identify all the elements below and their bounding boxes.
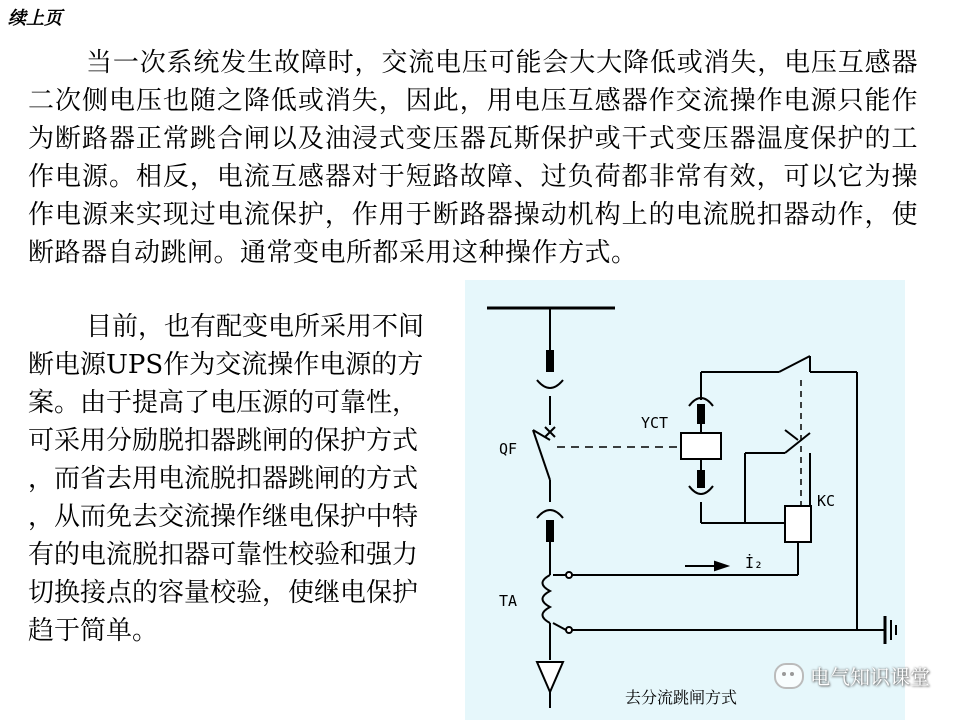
contact-blade	[779, 356, 810, 372]
paragraph-ups-option	[28, 308, 440, 650]
current-transformer-coil	[543, 575, 551, 623]
text-line: 断电源UPS作为交流操作电源的方	[28, 350, 424, 380]
label-ta: TA	[499, 592, 518, 610]
plug-lower	[537, 510, 563, 518]
terminal-bottom	[566, 627, 572, 633]
watermark-text: 电气知识课堂	[810, 665, 930, 689]
trip-circuit-diagram	[465, 280, 905, 720]
relay-kc	[785, 506, 811, 542]
text-line: 目前，也有配变电所采用不间	[86, 312, 425, 342]
text-line: 可采用分励脱扣器跳闸的保护方式	[28, 426, 419, 456]
text-line: 案。由于提高了电压源的可靠性，	[28, 388, 419, 418]
contact-yct-lower	[697, 470, 705, 488]
wechat-icon	[774, 663, 804, 689]
circuit-schematic	[465, 280, 905, 720]
load-arrow	[537, 662, 563, 692]
contact-upper	[546, 350, 554, 372]
diagram-caption: 去分流跳闸方式	[625, 690, 738, 707]
contact-yct-upper	[697, 404, 705, 424]
label-yct: YCT	[641, 414, 669, 432]
label-qf: QF	[499, 440, 518, 458]
paragraph-ac-operating-power: 当一次系统发生故障时，交流电压可能会大大降低或消失，电压互感器二次侧电压也随之降低或消失，因此，用电压互感器作交流操作电源只能作为断路器正常跳合闸以及油浸式变压器瓦斯保护或干式变压器温度保护的工作电源。相反，电流互感器对于短路故障、过负荷都非常有效，可以它为操作电源来实现过电流保护，作用于断路器操动机构上的电流脱扣器动作，使断路器自动跳闸。通常变电所都采用这种操作方式。	[28, 48, 918, 268]
label-kc: KC	[817, 492, 836, 510]
watermark	[774, 661, 930, 690]
terminal-top	[566, 572, 572, 578]
current-arrowhead	[715, 562, 727, 570]
text-line: ，从而免去交流操作继电保护中特	[28, 502, 419, 532]
contact-stop	[785, 430, 798, 440]
plug-upper	[537, 380, 563, 388]
text-line: 趋于简单。	[28, 616, 159, 646]
contact-blade	[785, 433, 810, 453]
contact-lower	[546, 520, 554, 542]
text-line: ，而省去用电流脱扣器跳闸的方式	[28, 464, 419, 494]
label-current: İ₂	[745, 554, 764, 572]
text-line: 有的电流脱扣器可靠性校验和强力	[28, 540, 419, 570]
text-line: 切换接点的容量校验，使继电保护	[28, 578, 419, 608]
trip-coil-yct	[681, 433, 721, 459]
secondary-wire	[553, 623, 566, 630]
continued-label: 续上页	[8, 8, 62, 29]
